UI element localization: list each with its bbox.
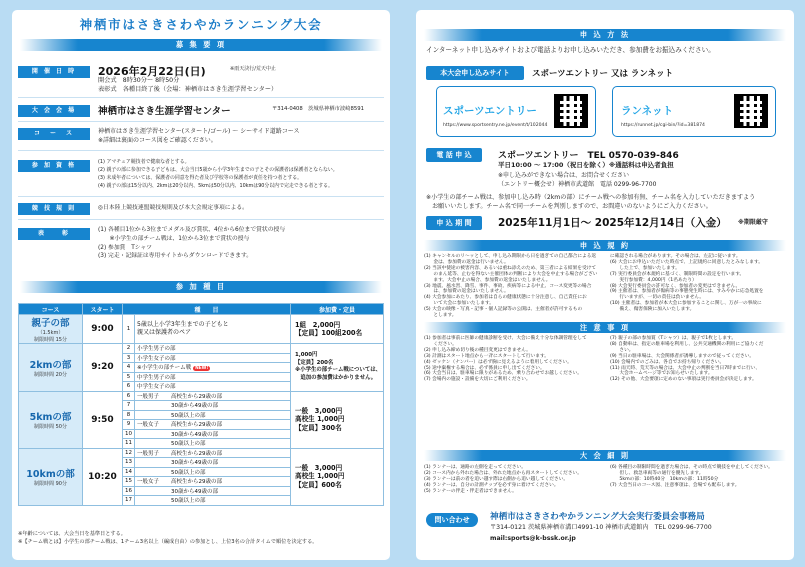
divider xyxy=(18,219,384,220)
contact-mail[interactable]: mail:sports@k-bssk.or.jp xyxy=(490,535,576,542)
race-name: 5kmの部 xyxy=(29,412,72,423)
new-badge: NEW! xyxy=(195,366,209,372)
event-text: 高校生から29歳の部 xyxy=(171,479,222,486)
event-number: 12 xyxy=(123,448,135,458)
event-number: 4 xyxy=(123,363,135,373)
event-text: 30歳から49歳の部 xyxy=(171,403,218,410)
race-limit: 制限時間 20分 xyxy=(34,371,67,378)
ceremony-times: 開会式 8時30分～ 8時50分 表彰式 各種目終了後（会場：神栖市はさき生涯学習センター） xyxy=(98,77,278,93)
award-text: (1) 各種目1位から3位までメダル及び賞状、4位から6位まで賞状の授与 ※小学生の部チーム戦は、1位から3位まで賞状の授与 (2) 参加賞 Tシャツ (3) 完走・記録証は専用サイトからダウンロードできます。 xyxy=(98,227,286,260)
table-footnotes: ※年齢については、大会当日を基準日とする。 ※【チーム戦とは】小学生の部チーム戦は、1チーム3名以上（編成自由）の参加とし、上位3名の合計タイムで順位を決定する。 xyxy=(18,531,318,545)
event-text: 30歳から49歳の部 xyxy=(171,431,218,438)
runnet-url: https://runnet.jp/cgi-bin/?id=381874 xyxy=(621,123,705,128)
race-fee: 1,000円 【定員】200名 ※小学生の部チーム戦については、 追加の参加費はかかりません。 xyxy=(291,344,384,392)
period-main: 2025年11月1日～ 2025年12月14日（入金） xyxy=(498,217,727,229)
event-name xyxy=(135,448,291,458)
runnet-title: ランネット xyxy=(621,105,674,117)
event-name xyxy=(135,353,291,363)
event-name xyxy=(135,439,291,449)
event-text: ※小学生の部チーム戦 xyxy=(137,365,192,372)
event-number: 5 xyxy=(123,372,135,382)
event-number: 17 xyxy=(123,496,135,506)
event-text: 高校生から29歳の部 xyxy=(171,422,222,429)
event-name xyxy=(135,401,291,411)
events-table xyxy=(18,303,384,506)
race-fee: 一般 3,000円 高校生 1,000円 【定員】300名 xyxy=(291,391,384,448)
apply-header: 申 込 方 法 xyxy=(424,29,786,41)
event-text: 小学生女子の部 xyxy=(137,355,176,362)
apply-intro: インターネット申し込みサイトおよび電話よりお申し込みいただき、参加費をお振込みください。 xyxy=(426,46,715,54)
contact-address: 〒314-0121 茨城県神栖市溝口4991-10 神栖市武道館内 TEL 0299-96-7700 xyxy=(490,524,712,531)
site-names: スポーツエントリー 又は ランネット xyxy=(532,69,674,79)
event-number: 6 xyxy=(123,382,135,392)
team-entry-note: ※小学生の部チーム戦は、参加申し込み時（2kmの部）にチーム戦への参加有無、チーム名を入力していただきますよう お願いいたします。チーム名で同一チームを判別しますので、お間違いのないようにご入力ください。 xyxy=(426,194,756,210)
event-text: 高校生から29歳の部 xyxy=(171,393,222,400)
event-number: 10 xyxy=(123,429,135,439)
event-name xyxy=(135,458,291,468)
event-text: 50歳以上の部 xyxy=(171,441,206,448)
rules-text: ◎日本陸上競技連盟競技規則及び本大会規定事項による。 xyxy=(98,205,248,211)
notes-left: (1) 参加者は事前に医師の健康診断を受け、大会に備え十分な体調管理をして ください。 (2) 申し込み締め切り後の種目変更はできません。 (3) 計測はスタート地点から一斉にスタートして行います。 (4) ゼッケン（ナンバー）は必ず胸に見えるように着用してください。 (5) 途中棄権する場合は、必ず係員に申し出てください。 (6) 大会当日は、駐車場に限りがあるため、乗り合わせでお越しください。 (7) 会場内の施設・設備を大切にご利用ください。 xyxy=(424,336,587,383)
period-note: ※期限厳守 xyxy=(738,219,768,226)
event-number: 15 xyxy=(123,477,135,487)
phone-note: ※申し込みができない場合は、お問合せください （エントリー概会せ）神栖市武道館 電話 0299-96-7700 xyxy=(498,172,657,188)
event-number: 14 xyxy=(123,467,135,477)
event-name xyxy=(135,315,291,344)
event-number: 16 xyxy=(123,486,135,496)
sportsentry-url: https://www.sportsentry.ne.jp/event/t/102044 xyxy=(443,123,548,128)
col-event: 種 目 xyxy=(123,304,291,315)
venue-address: 〒314-0408 茨城県神栖市波崎8591 xyxy=(272,106,364,112)
race-fee: 1組 2,000円 【定員】100組200名 xyxy=(291,315,384,344)
terms-right: に確認される場合があります。その場合は、左記に従います。 (6) 大会にお申込いただいた時点で、上記規約に同意したとみなします。 した上で、参加いたします。 (7) 実行委員会が本規約に基づく、制限時間の設定を行います。 実行参加費：4,000円（1名あたり） (8) 大会実行委員会の許可なく、参加者の変更はできません。 (9) 主催者は、参加者が傷病等の事態発生時には、すみやかに応急処置を 行いますが、一切の責任は負いません。 (10) 主催者は、参加者が本大会に参加することに関し、万が一の事故に 備え、傷害保険に加入いたします。 xyxy=(610,254,764,313)
event-text: 50歳以上の部 xyxy=(171,498,206,505)
period-label: 申 込 期 間 xyxy=(426,216,482,230)
event-name xyxy=(135,429,291,439)
event-name xyxy=(135,391,291,401)
general-header: 大 会 細 則 xyxy=(424,450,786,461)
contact-label: 問い合わせ xyxy=(426,513,478,527)
event-text: 30歳から49歳の部 xyxy=(171,460,218,467)
left-page xyxy=(12,10,390,560)
divider xyxy=(18,196,384,197)
date-label: 開 催 日 時 xyxy=(18,66,90,78)
race-fee: 一般 3,000円 高校生 1,000円 【定員】600名 xyxy=(291,448,384,505)
event-text: 5歳以上小学3年生までの子どもと 親又は保護者のペア xyxy=(137,321,229,336)
race-name: 2kmの部 xyxy=(29,359,72,371)
race-category xyxy=(19,448,83,505)
col-start: スタート xyxy=(83,304,123,315)
race-name: 10kmの部 xyxy=(26,469,75,480)
event-number: 13 xyxy=(123,458,135,468)
event-name xyxy=(135,496,291,506)
event-number: 3 xyxy=(123,353,135,363)
event-text: 50歳以上の部 xyxy=(171,412,206,419)
race-limit: 制限時間 15分 xyxy=(34,337,67,343)
table-row xyxy=(19,315,384,344)
event-name xyxy=(135,363,291,373)
venue-label: 大 会 会 場 xyxy=(18,105,90,117)
event-date: 2026年2月22日(日) xyxy=(98,65,206,78)
race-limit: 制限時間 50分 xyxy=(34,424,67,430)
race-name: 親子の部 xyxy=(31,318,70,329)
eligibility-text: (1) アマチュア競技者で健康な者とする。 (2) 親子の部に参加できる子どもは、大会当日5歳から小学3年生までの子とその保護者は保護者とならない。 (3) 未成年者については、保護者の同意を得た者及び学校等の保護者が責任を持つ者とする。 (4) 親子の部は15分以内、2kmは20分以内、5kmは50分以内、10kmは90分以内で完走できる者とする。 xyxy=(98,159,338,189)
divider xyxy=(18,121,384,122)
event-text: 50歳以上の部 xyxy=(171,469,206,476)
col-course: コース xyxy=(19,304,83,315)
race-start-time: 9:20 xyxy=(83,344,123,392)
event-title: 神栖市はさきさわやかランニング大会 xyxy=(79,17,323,32)
event-name xyxy=(135,372,291,382)
qr-code-icon xyxy=(734,94,768,128)
event-group: 一般男子 xyxy=(137,393,160,400)
qr-code-icon xyxy=(554,94,588,128)
race-start-time: 10:20 xyxy=(83,448,123,505)
event-text: 小学生男子の部 xyxy=(137,346,176,353)
event-text: 30歳から49歳の部 xyxy=(171,488,218,495)
event-name xyxy=(135,467,291,477)
event-number: 7 xyxy=(123,401,135,411)
event-number: 6 xyxy=(123,391,135,401)
phone-main: スポーツエントリー TEL 0570-039-846 xyxy=(498,151,679,161)
sportsentry-title: スポーツエントリー xyxy=(443,105,537,117)
event-number: 11 xyxy=(123,439,135,449)
event-name xyxy=(135,486,291,496)
event-text: 中学生女子の部 xyxy=(137,384,176,391)
eligibility-label: 参 加 資 格 xyxy=(18,160,90,172)
event-name xyxy=(135,477,291,487)
divider xyxy=(18,150,384,151)
race-category xyxy=(19,344,83,392)
terms-left: (1) キャンセルのリ～ッとして、申し込み期限から日を過ぎての自己都合による返 金は、参加費の返金は行いません。 (2) 当該中使途の被害内容、あるいは重ね添えのため、第三者による結果を受けて のまん延等、止むを得ない主催団体の判断により大会を中止する場合がござい ます。大会中止の場合、参加費の返金はいたしません。 (3) 地震、風水害、降雪、事件、事故、疾病等による中止、コース変更等の場合 は、参加費の返金はいたしません。 (4) 大会参加にあたり、参加者は自らの健康状態に十分注意し、自己責任にお いて大会に参加いたします。 (5) 大会の映像・写真・記事・個人記録等の公開は、主催者が許可するもの とします。 xyxy=(424,254,598,319)
events-header: 参 加 種 目 xyxy=(20,281,382,293)
outline-header: 募 集 要 項 xyxy=(20,39,382,51)
divider xyxy=(18,97,384,98)
event-text: 中学生男子の部 xyxy=(137,374,176,381)
event-number: 9 xyxy=(123,420,135,430)
event-group: 一般女子 xyxy=(137,479,160,486)
race-category xyxy=(19,315,83,344)
event-number: 2 xyxy=(123,344,135,354)
terms-header: 申 込 規 約 xyxy=(424,240,786,251)
sportsentry-link[interactable] xyxy=(436,86,596,137)
event-number: 8 xyxy=(123,410,135,420)
notes-right: (7) 親子の部の参加賞（Tシャツ）は、親子で1枚とします。 (8) 自動車は、指定の駐車場を利用し、公共交通機関の利用にご協力くだ さい。 (9) 当日の駐車場は、大会関係者が誘導しますので従ってください。 (10) 会場内でのごみは、各自でお持ち帰りください。 (11) 雨天時、荒天等の場合は、大会中止の判断を当日7時までに行い、 大会ホームページ等でお知らせいたします。 (12) その他、大会要項に定めのない事項は実行委員会が決定します。 xyxy=(610,336,764,383)
general-left: (1) ランナーは、通路の左側を走ってください。 (2) コース内から外れた場合は、外れた地点から再スタートしてください。 (3) ランナーは前の者を追い越す際は右側から追い越してください。 (4) ランナーは、自分の計測チップを必ず身に着けてください。 (5) ランナーの伴走・伴走者はできません。 xyxy=(424,465,582,494)
event-text: 高校生から29歳の部 xyxy=(171,450,222,457)
phone-label: 電 話 申 込 xyxy=(426,148,482,162)
rules-label: 競 技 規 則 xyxy=(18,203,90,215)
event-number: 1 xyxy=(123,315,135,344)
table-row xyxy=(19,391,384,401)
general-right: (6) 各種目の制限時間を過ぎた場合は、その時点で競技を中止してください。 但し、救急車両等の通行を優先します。 5kmの部：10時40分 10kmの部：11時50分 (7) 大会当日のコース図、注意事項は、会場でも配布します。 xyxy=(610,465,773,488)
course-text: 神栖市はさき生涯学習センター(スタート/ゴール) ～ シーサイド道路コース ※詳細は裏面のコース図をご確認ください。 xyxy=(98,128,300,144)
event-name xyxy=(135,420,291,430)
race-distance: （1.5km） xyxy=(37,330,64,336)
event-group: 一般女子 xyxy=(137,422,160,429)
award-label: 表 彰 xyxy=(18,228,90,240)
site-label: 本大会申し込みサイト xyxy=(426,66,524,80)
event-group: 一般男子 xyxy=(137,450,160,457)
runnet-link[interactable] xyxy=(612,86,776,137)
date-rain-note: ※雨天決行/荒天中止 xyxy=(230,66,276,72)
event-name xyxy=(135,344,291,354)
race-start-time: 9:00 xyxy=(83,315,123,344)
phone-hours: 平日10:00 ～ 17:00（祝日を除く）※通話料は申込者負担 xyxy=(498,161,674,169)
race-category xyxy=(19,391,83,448)
contact-org: 神栖市はさきさわやかランニング大会実行委員会事務局 xyxy=(490,512,705,522)
right-page xyxy=(416,10,794,560)
table-row xyxy=(19,344,384,354)
event-name xyxy=(135,382,291,392)
table-row xyxy=(19,448,384,458)
venue-name: 神栖市はさき生涯学習センター xyxy=(98,106,231,117)
col-fee: 参加費・定員 xyxy=(291,304,384,315)
notes-header: 注 意 事 項 xyxy=(424,322,786,333)
event-name xyxy=(135,410,291,420)
race-limit: 制限時間 90分 xyxy=(34,481,67,487)
course-label: コ ー ス xyxy=(18,128,90,140)
race-start-time: 9:50 xyxy=(83,391,123,448)
